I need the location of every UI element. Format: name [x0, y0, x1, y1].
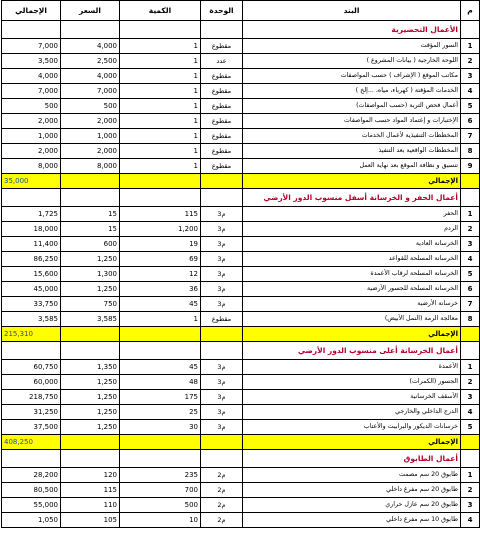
- row-description: الخرسانة العادية: [243, 237, 461, 252]
- row-description: الأعمدة: [243, 360, 461, 375]
- row-number: 3: [461, 237, 480, 252]
- row-price: 1,250: [61, 420, 120, 435]
- row-number: 7: [461, 297, 480, 312]
- row-qty: 1: [120, 144, 201, 159]
- row-price: 2,500: [61, 54, 120, 69]
- header-unit: الوحدة: [201, 1, 243, 21]
- table-row: [2, 207, 480, 222]
- row-description: المخططات التنفيذية لأعمال الخدمات: [243, 129, 461, 144]
- row-number: 1: [461, 39, 480, 54]
- row-price: 750: [61, 297, 120, 312]
- row-total: 218,750: [2, 390, 61, 405]
- row-number: 2: [461, 375, 480, 390]
- row-price: 120: [61, 468, 120, 483]
- row-qty: 10: [120, 513, 201, 528]
- row-number: 5: [461, 99, 480, 114]
- row-price: 15: [61, 207, 120, 222]
- row-description: المخططات الواقعية بعد التنفيذ: [243, 144, 461, 159]
- row-unit: مقطوع: [201, 99, 243, 114]
- table-row: [2, 84, 480, 99]
- row-total: 60,750: [2, 360, 61, 375]
- row-price: 115: [61, 483, 120, 498]
- row-number: 8: [461, 144, 480, 159]
- empty-cell: [461, 327, 480, 342]
- row-description: طابوق 20 سم مفرغ داخلي: [243, 483, 461, 498]
- row-qty: 1: [120, 54, 201, 69]
- row-qty: 175: [120, 390, 201, 405]
- empty-cell: [201, 342, 243, 360]
- section-title: أعمال الحفر و الخرسانة أسفل منسوب الدور الأرضي: [243, 189, 461, 207]
- row-total: 2,000: [2, 144, 61, 159]
- row-description: الجسور (الكمرات): [243, 375, 461, 390]
- table-row: [2, 114, 480, 129]
- row-number: 7: [461, 129, 480, 144]
- row-number: 5: [461, 267, 480, 282]
- table-row: [2, 390, 480, 405]
- row-total: 33,750: [2, 297, 61, 312]
- row-unit: مقطوع: [201, 144, 243, 159]
- row-number: 1: [461, 360, 480, 375]
- row-number: 2: [461, 222, 480, 237]
- row-number: 6: [461, 282, 480, 297]
- row-unit: م2: [201, 483, 243, 498]
- row-unit: م3: [201, 282, 243, 297]
- row-qty: 30: [120, 420, 201, 435]
- row-total: 45,000: [2, 282, 61, 297]
- empty-cell: [201, 450, 243, 468]
- row-total: 31,250: [2, 405, 61, 420]
- row-unit: م3: [201, 267, 243, 282]
- table-row: [2, 39, 480, 54]
- section-total-label: الإجمالي: [243, 327, 461, 342]
- row-description: الإختبارات و إعتماد المواد حسب المواصفات: [243, 114, 461, 129]
- row-qty: 1: [120, 159, 201, 174]
- table-row: [2, 405, 480, 420]
- row-number: 1: [461, 207, 480, 222]
- row-description: طابوق 20 سم مصمت: [243, 468, 461, 483]
- row-price: 1,000: [61, 129, 120, 144]
- empty-cell: [61, 21, 120, 39]
- table-row: [2, 99, 480, 114]
- row-total: 1,725: [2, 207, 61, 222]
- row-number: 3: [461, 498, 480, 513]
- row-qty: 19: [120, 237, 201, 252]
- row-number: 2: [461, 54, 480, 69]
- section-total-label: الإجمالي: [243, 435, 461, 450]
- row-unit: م2: [201, 468, 243, 483]
- row-total: 18,000: [2, 222, 61, 237]
- row-qty: 500: [120, 498, 201, 513]
- row-qty: 1: [120, 84, 201, 99]
- row-description: تنسيق و نظافة الموقع بعد نهاية العمل: [243, 159, 461, 174]
- section-total-row: [2, 435, 480, 450]
- table-row: [2, 159, 480, 174]
- header-row: [2, 1, 480, 21]
- empty-cell: [61, 174, 120, 189]
- table-row: [2, 222, 480, 237]
- row-qty: 36: [120, 282, 201, 297]
- row-number: 4: [461, 84, 480, 99]
- row-total: 7,000: [2, 39, 61, 54]
- row-price: 1,250: [61, 282, 120, 297]
- table-row: [2, 267, 480, 282]
- table-row: [2, 282, 480, 297]
- row-price: 1,250: [61, 405, 120, 420]
- empty-cell: [61, 450, 120, 468]
- empty-cell: [120, 342, 201, 360]
- empty-cell: [2, 21, 61, 39]
- section-total-value: 35,000: [2, 174, 61, 189]
- section-total-row: [2, 327, 480, 342]
- row-qty: 1: [120, 114, 201, 129]
- empty-cell: [61, 189, 120, 207]
- row-number: 9: [461, 159, 480, 174]
- row-unit: م3: [201, 207, 243, 222]
- table-row: [2, 144, 480, 159]
- row-description: الخرسانة المسلحة للقواعد: [243, 252, 461, 267]
- empty-cell: [461, 174, 480, 189]
- empty-cell: [2, 450, 61, 468]
- row-price: 1,250: [61, 390, 120, 405]
- row-description: اللوحة الخارجية ( بيانات المشروع ): [243, 54, 461, 69]
- empty-cell: [461, 435, 480, 450]
- empty-cell: [461, 342, 480, 360]
- row-unit: م3: [201, 252, 243, 267]
- row-qty: 12: [120, 267, 201, 282]
- table-row: [2, 360, 480, 375]
- table-row: [2, 237, 480, 252]
- table-row: [2, 498, 480, 513]
- section-title: الأعمال التحضيرية: [243, 21, 461, 39]
- row-number: 6: [461, 114, 480, 129]
- row-price: 2,000: [61, 114, 120, 129]
- row-qty: 1: [120, 69, 201, 84]
- row-total: 60,000: [2, 375, 61, 390]
- empty-cell: [2, 342, 61, 360]
- row-unit: م3: [201, 297, 243, 312]
- row-price: 105: [61, 513, 120, 528]
- row-number: 4: [461, 405, 480, 420]
- row-total: 15,600: [2, 267, 61, 282]
- empty-cell: [61, 435, 120, 450]
- row-price: 110: [61, 498, 120, 513]
- row-number: 2: [461, 483, 480, 498]
- row-description: أعمال فحص التربة (حسب المواصفات): [243, 99, 461, 114]
- empty-cell: [201, 174, 243, 189]
- empty-cell: [120, 21, 201, 39]
- row-total: 1,050: [2, 513, 61, 528]
- section-header-row: [2, 21, 480, 39]
- row-total: 8,000: [2, 159, 61, 174]
- row-total: 3,500: [2, 54, 61, 69]
- row-number: 3: [461, 69, 480, 84]
- row-unit: م3: [201, 360, 243, 375]
- row-unit: م3: [201, 237, 243, 252]
- row-qty: 45: [120, 297, 201, 312]
- row-unit: م2: [201, 513, 243, 528]
- empty-cell: [61, 327, 120, 342]
- row-description: خرسانة الأرضية: [243, 297, 461, 312]
- row-total: 28,200: [2, 468, 61, 483]
- section-header-row: [2, 189, 480, 207]
- row-total: 11,400: [2, 237, 61, 252]
- section-total-row: [2, 174, 480, 189]
- table-row: [2, 513, 480, 528]
- empty-cell: [120, 450, 201, 468]
- row-price: 500: [61, 99, 120, 114]
- section-title: أعمال الخرسانة أعلى منسوب الدور الأرضي: [243, 342, 461, 360]
- row-price: 600: [61, 237, 120, 252]
- header-total: الإجمالي: [2, 1, 61, 21]
- table-row: [2, 297, 480, 312]
- row-total: 2,000: [2, 114, 61, 129]
- row-total: 3,585: [2, 312, 61, 327]
- row-price: 1,250: [61, 252, 120, 267]
- table-row: [2, 483, 480, 498]
- row-unit: مقطوع: [201, 69, 243, 84]
- row-total: 4,000: [2, 69, 61, 84]
- boq-table: [1, 0, 480, 528]
- row-qty: 1,200: [120, 222, 201, 237]
- section-title: أعمال الطابوق: [243, 450, 461, 468]
- row-total: 86,250: [2, 252, 61, 267]
- row-price: 4,000: [61, 69, 120, 84]
- section-total-value: 215,310: [2, 327, 61, 342]
- row-description: السور المؤقت: [243, 39, 461, 54]
- row-unit: م3: [201, 405, 243, 420]
- row-total: 500: [2, 99, 61, 114]
- table-row: [2, 375, 480, 390]
- empty-cell: [201, 21, 243, 39]
- row-description: مكاتب الموقع ( الإشراف ) حسب المواصفات: [243, 69, 461, 84]
- empty-cell: [461, 189, 480, 207]
- table-row: [2, 312, 480, 327]
- row-price: 2,000: [61, 144, 120, 159]
- section-total-label: الإجمالي: [243, 174, 461, 189]
- row-number: 1: [461, 468, 480, 483]
- row-qty: 48: [120, 375, 201, 390]
- row-qty: 45: [120, 360, 201, 375]
- row-description: طابوق 20 سم عازل حراري: [243, 498, 461, 513]
- empty-cell: [461, 450, 480, 468]
- row-price: 1,250: [61, 375, 120, 390]
- row-unit: مقطوع: [201, 129, 243, 144]
- row-qty: 235: [120, 468, 201, 483]
- row-unit: م3: [201, 390, 243, 405]
- row-total: 37,500: [2, 420, 61, 435]
- section-header-row: [2, 450, 480, 468]
- empty-cell: [120, 435, 201, 450]
- row-number: 8: [461, 312, 480, 327]
- row-number: 4: [461, 252, 480, 267]
- row-number: 4: [461, 513, 480, 528]
- row-qty: 1: [120, 312, 201, 327]
- table-row: [2, 420, 480, 435]
- row-unit: م3: [201, 222, 243, 237]
- empty-cell: [120, 327, 201, 342]
- row-qty: 1: [120, 129, 201, 144]
- row-price: 7,000: [61, 84, 120, 99]
- row-unit: عدد: [201, 54, 243, 69]
- row-unit: مقطوع: [201, 114, 243, 129]
- row-price: 4,000: [61, 39, 120, 54]
- table-row: [2, 69, 480, 84]
- row-unit: مقطوع: [201, 312, 243, 327]
- row-price: 8,000: [61, 159, 120, 174]
- table-row: [2, 468, 480, 483]
- row-description: طابوق 10 سم مفرغ داخلي: [243, 513, 461, 528]
- row-description: الخدمات المؤقتة ( كهرباء، مياه، ...إلخ ): [243, 84, 461, 99]
- row-total: 7,000: [2, 84, 61, 99]
- row-total: 55,000: [2, 498, 61, 513]
- empty-cell: [2, 189, 61, 207]
- row-unit: مقطوع: [201, 39, 243, 54]
- empty-cell: [201, 327, 243, 342]
- section-header-row: [2, 342, 480, 360]
- row-description: الردم: [243, 222, 461, 237]
- row-unit: م2: [201, 498, 243, 513]
- row-unit: م3: [201, 420, 243, 435]
- header-price: السعر: [61, 1, 120, 21]
- row-unit: م3: [201, 375, 243, 390]
- row-total: 1,000: [2, 129, 61, 144]
- empty-cell: [201, 435, 243, 450]
- header-no: م: [461, 1, 480, 21]
- row-description: الدرج الداخلي والخارجي: [243, 405, 461, 420]
- empty-cell: [120, 189, 201, 207]
- table-row: [2, 129, 480, 144]
- row-price: 1,350: [61, 360, 120, 375]
- row-description: خرسانات الديكور والبرابيت والأعتاب: [243, 420, 461, 435]
- empty-cell: [201, 189, 243, 207]
- row-number: 5: [461, 420, 480, 435]
- empty-cell: [61, 342, 120, 360]
- row-description: الخرسانة المسلحة للجسور الأرضية: [243, 282, 461, 297]
- row-description: الأسقف الخرسانية: [243, 390, 461, 405]
- empty-cell: [120, 174, 201, 189]
- empty-cell: [461, 21, 480, 39]
- section-total-value: 408,250: [2, 435, 61, 450]
- row-description: معالجة الرمة (النمل الأبيض): [243, 312, 461, 327]
- table-row: [2, 252, 480, 267]
- table-row: [2, 54, 480, 69]
- row-qty: 700: [120, 483, 201, 498]
- row-qty: 115: [120, 207, 201, 222]
- row-description: الحفر: [243, 207, 461, 222]
- row-unit: مقطوع: [201, 84, 243, 99]
- row-number: 3: [461, 390, 480, 405]
- row-price: 1,300: [61, 267, 120, 282]
- row-qty: 69: [120, 252, 201, 267]
- row-qty: 1: [120, 99, 201, 114]
- row-description: الخرسانة المسلحة لرقاب الأعمدة: [243, 267, 461, 282]
- row-qty: 25: [120, 405, 201, 420]
- row-price: 3,585: [61, 312, 120, 327]
- row-price: 15: [61, 222, 120, 237]
- row-unit: مقطوع: [201, 159, 243, 174]
- row-total: 80,500: [2, 483, 61, 498]
- header-item: البند: [243, 1, 461, 21]
- header-qty: الكمية: [120, 1, 201, 21]
- row-qty: 1: [120, 39, 201, 54]
